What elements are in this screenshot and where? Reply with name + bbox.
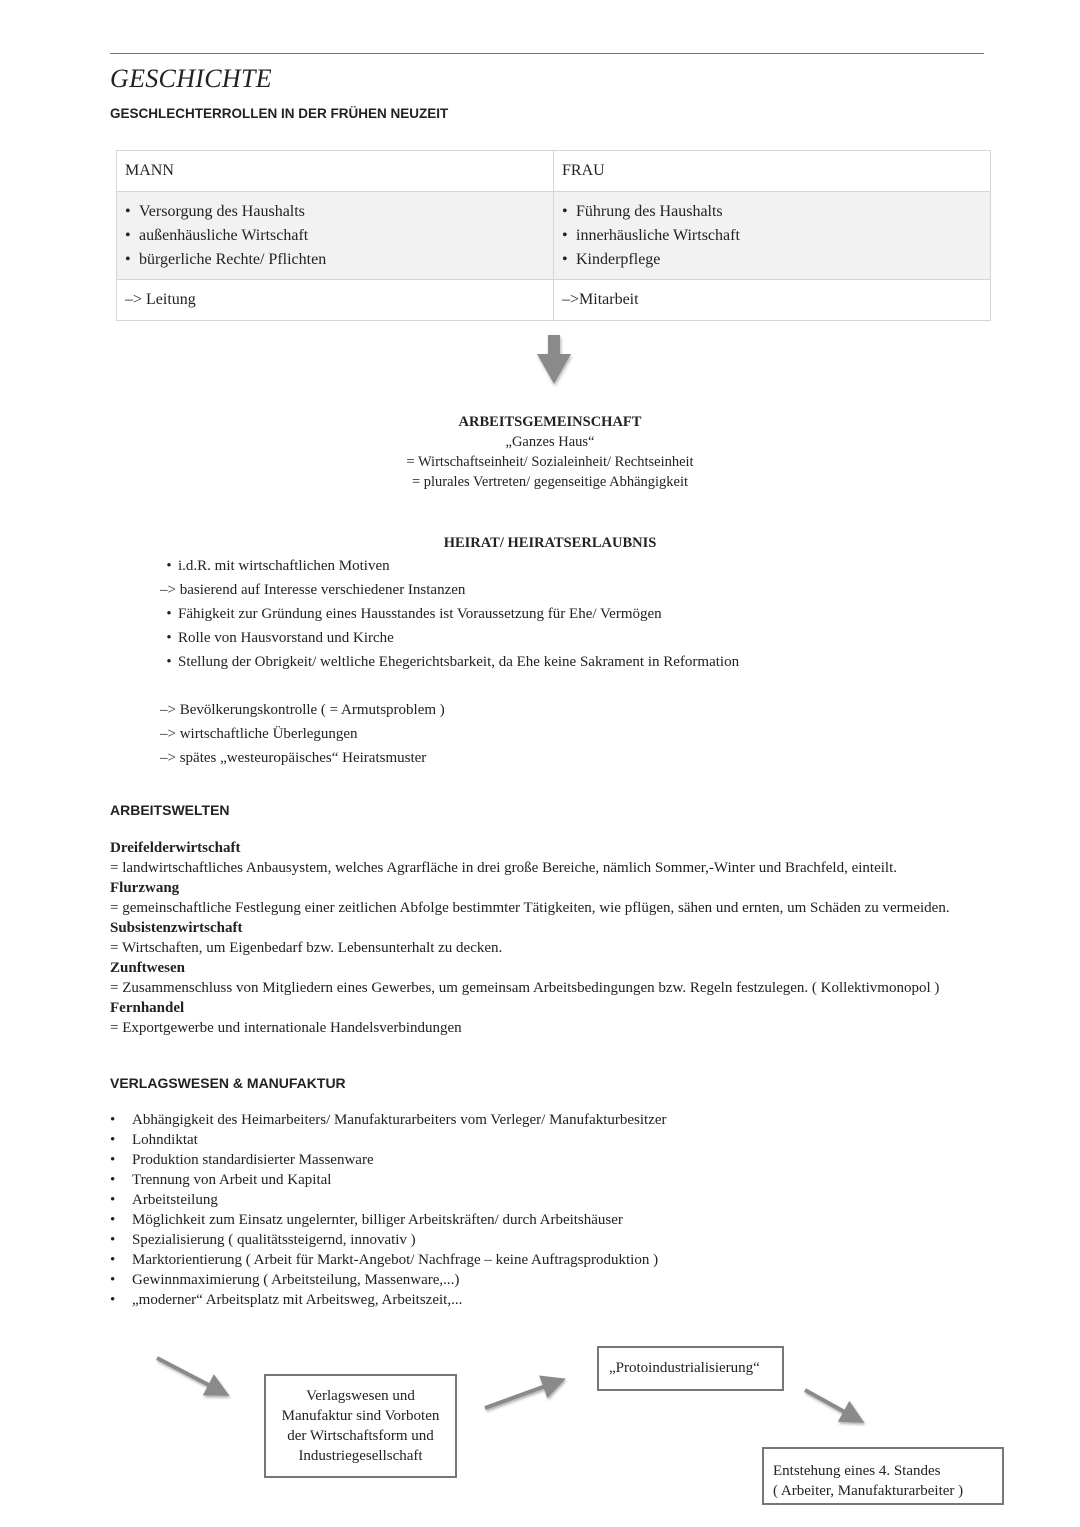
definition: = gemeinschaftliche Festlegung einer zeitlichen Abfolge bestimmter Tätigkeiten, wie pflügen, sähen und ernten, um Schäden zu vermeiden. [110, 900, 950, 916]
arbeitsgemeinschaft-title: ARBEITSGEMEINSCHAFT [458, 414, 642, 430]
definition: = Wirtschaften, um Eigenbedarf bzw. Lebensunterhalt zu decken. [110, 940, 503, 956]
list-item: • Gewinnmaximierung ( Arbeitsteilung, Massenware,...) [110, 1272, 460, 1288]
flow-box-verlagswesen: Verlagswesen und Manufaktur sind Vorboten der Wirtschaftsform und Industriegesellschaft [264, 1374, 457, 1478]
list-item: • Lohndiktat [110, 1132, 198, 1148]
term: Dreifelderwirtschaft [110, 840, 241, 856]
list-item: • Spezialisierung ( qualitätssteigernd, innovativ ) [110, 1232, 416, 1248]
consequence-item: –> spätes „westeuropäisches“ Heiratsmuster [160, 750, 427, 766]
table-list-item: • bürgerliche Rechte/ Pflichten [125, 251, 327, 268]
ganzes-haus-line: „Ganzes Haus“ [505, 434, 595, 450]
definition: = Exportgewerbe und internationale Handelsverbindungen [110, 1020, 462, 1036]
arbeitswelten-heading: ARBEITSWELTEN [110, 802, 230, 818]
arrow-to-box2-icon [485, 1380, 562, 1408]
arrow-to-box1-icon [157, 1358, 226, 1394]
man-header: MANN [117, 151, 554, 192]
table-list-item: • außenhäusliche Wirtschaft [125, 227, 309, 244]
list-item: • Marktorientierung ( Arbeit für Markt-Angebot/ Nachfrage – keine Auftragsproduktion ) [110, 1252, 659, 1268]
page-subtitle: GESCHLECHTERROLLEN IN DER FRÜHEN NEUZEIT [110, 106, 449, 121]
verlagswesen-heading: VERLAGSWESEN & MANUFAKTUR [110, 1075, 346, 1091]
consequence-item: –> wirtschaftliche Überlegungen [160, 726, 358, 742]
vertreten-line: = plurales Vertreten/ gegenseitige Abhängigkeit [411, 474, 689, 490]
list-item: • Arbeitsteilung [110, 1192, 218, 1208]
list-item: –> basierend auf Interesse verschiedener Instanzen [160, 582, 466, 598]
consequence-item: –> Bevölkerungskontrolle ( = Armutsproblem ) [160, 702, 445, 718]
page-title: GESCHICHTE [110, 64, 272, 93]
list-item: • Rolle von Hausvorstand und Kirche [166, 630, 394, 646]
term: Fernhandel [110, 1000, 185, 1016]
arrow-to-box3-icon [805, 1390, 861, 1421]
table-list-item: • innerhäusliche Wirtschaft [562, 227, 740, 244]
definition: = landwirtschaftliches Anbausystem, welches Agrarfläche in drei große Bereiche, nämlich Sommer,-Winter und Brachfeld, einteilt. [110, 860, 897, 876]
table-list-item: • Kinderpflege [562, 251, 661, 268]
list-item: • Abhängigkeit des Heimarbeiters/ Manufakturarbeiters vom Verleger/ Manufakturbesitzer [110, 1112, 667, 1128]
man-result: –> Leitung [117, 280, 554, 321]
table-list-item: • Versorgung des Haushalts [125, 203, 305, 220]
list-item: • Fähigkeit zur Gründung eines Hausstandes ist Voraussetzung für Ehe/ Vermögen [166, 606, 662, 622]
list-item: • Produktion standardisierter Massenware [110, 1152, 374, 1168]
einheit-line: = Wirtschaftseinheit/ Sozialeinheit/ Rechtseinheit [406, 454, 694, 470]
list-item: • Trennung von Arbeit und Kapital [110, 1172, 332, 1188]
list-item: • i.d.R. mit wirtschaftlichen Motiven [166, 558, 390, 574]
table-list-item: • Führung des Haushalts [562, 203, 723, 220]
heirat-title: HEIRAT/ HEIRATSERLAUBNIS [443, 535, 657, 551]
flow-box-protoindustrialisierung: „Protoindustrialisierung“ [597, 1346, 784, 1391]
term: Flurzwang [110, 880, 180, 896]
woman-result: –>Mitarbeit [554, 280, 991, 321]
term: Subsistenzwirtschaft [110, 920, 243, 936]
list-item: • „moderner“ Arbeitsplatz mit Arbeitsweg, Arbeitszeit,... [110, 1292, 463, 1308]
list-item: • Möglichkeit zum Einsatz ungelernter, billiger Arbeitskräften/ durch Arbeitshäuser [110, 1212, 623, 1228]
woman-header: FRAU [554, 151, 991, 192]
definition: = Zusammenschluss von Mitgliedern eines Gewerbes, um gemeinsam Arbeitsbedingungen bzw. Regeln festzulegen. ( Kollektivmonopol ) [110, 980, 940, 996]
list-item: • Stellung der Obrigkeit/ weltliche Ehegerichtsbarkeit, da Ehe keine Sakrament in Reformation [166, 654, 740, 670]
flow-box-vierter-stand: Entstehung eines 4. Standes ( Arbeiter, Manufakturarbeiter ) [762, 1447, 1004, 1505]
term: Zunftwesen [110, 960, 186, 976]
